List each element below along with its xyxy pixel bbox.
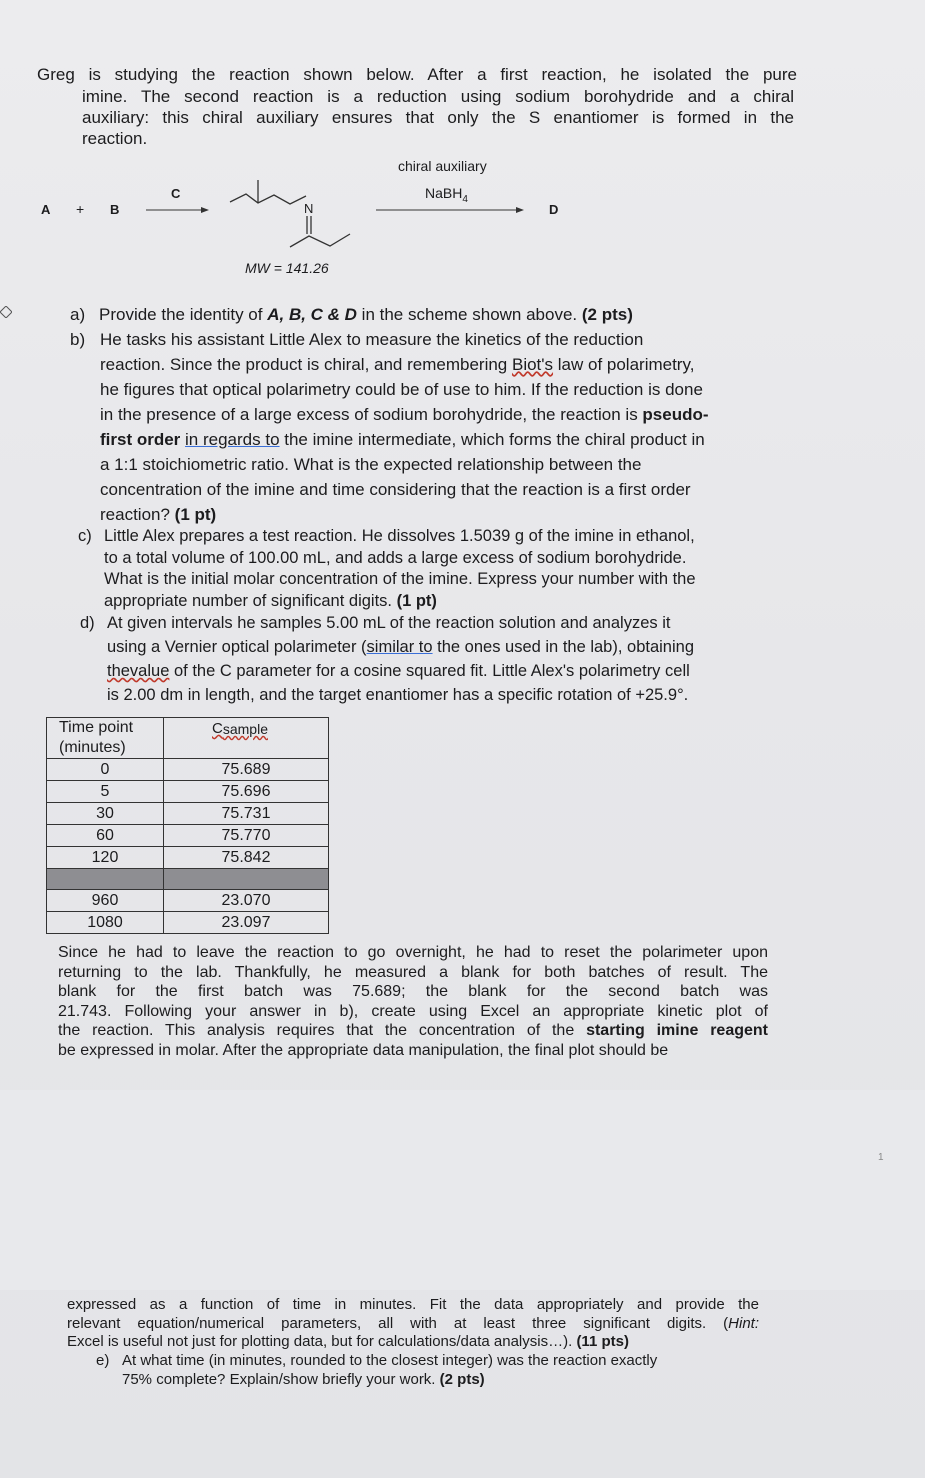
para2-line-3-pre: Excel is useful not just for plotting data, but for calculations/data analysis…). — [67, 1333, 577, 1350]
table-row — [47, 803, 329, 825]
time-cell: 5 — [47, 781, 164, 803]
q-d-line-3 — [107, 659, 787, 683]
table-row — [47, 759, 329, 781]
q-b-line-7: concentration of the imine and time considering that the reaction is a first order — [100, 480, 691, 499]
question-b — [70, 327, 790, 527]
product-d: D — [549, 202, 559, 217]
q-d-similar-to: similar to — [366, 638, 433, 656]
c-cell: 75.696 — [164, 781, 329, 803]
header-c-sample — [164, 718, 329, 759]
para-line-4: 21.743. Following your answer in b), create using Excel an appropriate kinetic plot of — [58, 1002, 768, 1020]
q-d-line-1: At given intervals he samples 5.00 mL of the reaction solution and analyzes it — [107, 614, 671, 632]
intro-line-2: imine. The second reaction is a reduction using sodium borohydride and a chiral — [82, 87, 794, 106]
chiral-auxiliary-label: chiral auxiliary — [398, 158, 487, 174]
time-cell: 960 — [47, 890, 164, 912]
question-b-text — [100, 327, 780, 527]
time-cell: 60 — [47, 825, 164, 847]
q-b-in-regards: in regards to — [185, 430, 280, 449]
nitrogen-label: N — [304, 201, 314, 216]
para2-line-3 — [67, 1333, 759, 1352]
q-b-line-4 — [100, 402, 780, 427]
para-line-5-pre: the reaction. This analysis requires that the concentration of the — [58, 1022, 587, 1040]
imine-chain — [230, 194, 306, 204]
batch-separator-row — [47, 869, 329, 890]
question-b-letter: b) — [70, 330, 86, 349]
margin-diamond-icon — [0, 306, 12, 318]
q-b-line-8 — [100, 502, 780, 527]
header-time-line-1: Time point — [59, 719, 134, 736]
separator-cell — [47, 869, 164, 890]
question-e-letter: e) — [96, 1352, 110, 1369]
plus-sign: + — [76, 201, 85, 217]
q-b-line-2-pre: reaction. Since the product is chiral, and remembering — [100, 355, 512, 374]
q-b-line-2 — [100, 352, 780, 377]
instructions-continued — [67, 1296, 759, 1352]
question-d-text — [107, 611, 787, 707]
table-row — [47, 781, 329, 803]
reagent-b: B — [110, 202, 120, 217]
time-cell: 1080 — [47, 912, 164, 934]
q-d-line-3-end: of the C parameter for a cosine squared fit. Little Alex's polarimetry cell — [169, 662, 690, 680]
para-line-1: Since he had to leave the reaction to go overnight, he had to reset the polarimeter upon — [58, 944, 768, 961]
intro-line-1: Greg is studying the reaction shown below. After a first reaction, he isolated the pure — [37, 65, 797, 84]
intro-line-4: reaction. — [82, 129, 148, 148]
q-c-points: (1 pt) — [396, 591, 437, 610]
table-row — [47, 825, 329, 847]
q-c-line-4 — [104, 591, 784, 613]
q-c-line-1: Little Alex prepares a test reaction. He dissolves 1.5039 g of the imine in ethanol, — [104, 527, 695, 545]
question-c-letter: c) — [78, 527, 92, 545]
header-c-subscript: sample — [222, 721, 268, 737]
time-cell: 120 — [47, 847, 164, 869]
q-b-line-4-pre: in the presence of a large excess of sodium borohydride, the reaction is — [100, 405, 643, 424]
para2-line-2 — [67, 1315, 759, 1334]
header-time-line-2: (minutes) — [59, 739, 126, 756]
reaction-scheme — [0, 150, 925, 290]
q-b-line-1: He tasks his assistant Little Alex to measure the kinetics of the reduction — [100, 330, 644, 349]
question-a-letter: a) — [70, 305, 86, 324]
table-row — [47, 890, 329, 912]
question-d-letter: d) — [80, 614, 95, 632]
para-line-5 — [58, 1021, 768, 1041]
q-a-post: in the scheme shown above. — [356, 305, 582, 324]
nabh4-subscript: 4 — [462, 193, 468, 205]
c-cell: 23.070 — [164, 890, 329, 912]
para-line-2: returning to the lab. Thankfully, he measured a blank for both batches of result. The — [58, 963, 768, 981]
para-line-6: be expressed in molar. After the appropriate data manipulation, the final plot should be — [58, 1041, 669, 1059]
q-c-line-4-text: appropriate number of significant digits. — [104, 591, 397, 610]
time-cell: 0 — [47, 759, 164, 781]
reagent-a: A — [41, 202, 51, 217]
c-cell: 75.689 — [164, 759, 329, 781]
instructions-paragraph — [58, 943, 768, 1061]
blank-gap — [0, 1090, 925, 1290]
table-header-row — [47, 718, 329, 759]
q-b-line-5-end: the imine intermediate, which forms the chiral product in — [279, 430, 705, 449]
q-d-thevalue: thevalue — [107, 662, 170, 680]
time-cell: 30 — [47, 803, 164, 825]
arrow-1-head — [201, 207, 209, 213]
q-a-pre: Provide the identity of — [99, 305, 268, 324]
q-b-line-8-text: reaction? — [100, 505, 175, 524]
intro-line-3: auxiliary: this chiral auxiliary ensures that only the S enantiomer is formed in the — [82, 108, 794, 127]
nabh4-label — [425, 185, 468, 205]
c-cell: 75.731 — [164, 803, 329, 825]
question-c-text — [104, 526, 784, 612]
question-e-text — [122, 1351, 762, 1389]
c-cell: 23.097 — [164, 912, 329, 934]
q-d-line-4: is 2.00 dm in length, and the target enantiomer has a specific rotation of +25.9°. — [107, 686, 689, 704]
table-row — [47, 912, 329, 934]
q-a-items: A, B, C & D — [267, 305, 357, 324]
q-c-line-2: to a total volume of 100.00 mL, and adds a large excess of sodium borohydride. — [104, 548, 687, 567]
intro-continued — [82, 86, 794, 149]
para2-line-1: expressed as a function of time in minutes. Fit the data appropriately and provide the — [67, 1296, 759, 1313]
q-b-pseudo: pseudo- — [642, 405, 709, 424]
header-time — [47, 718, 164, 759]
q-d-line-2-end: the ones used in the lab), obtaining — [432, 638, 695, 656]
imine-isopropyl — [290, 234, 350, 247]
q-e-line-2-pre: 75% complete? Explain/show briefly your work. — [122, 1371, 440, 1388]
q-b-points: (1 pt) — [174, 505, 217, 524]
table-row — [47, 847, 329, 869]
q-d-line-2-pre: using a Vernier optical polarimeter ( — [107, 638, 367, 656]
para2-points: (11 pts) — [576, 1333, 629, 1350]
q-b-line-3: he figures that optical polarimetry could be of use to him. If the reduction is done — [100, 380, 703, 399]
para2-hint: Hint: — [728, 1314, 759, 1332]
q-e-line-1: At what time (in minutes, rounded to the closest integer) was the reaction exactly — [122, 1352, 658, 1369]
para2-line-2-pre: relevant equation/numerical parameters, all with at least three significant digits. ( — [67, 1314, 729, 1332]
para-starting-imine: starting imine reagent — [586, 1022, 769, 1040]
separator-cell — [164, 869, 329, 890]
q-b-first-order: first order — [100, 430, 181, 449]
nabh4-text: NaBH — [425, 185, 463, 201]
c-cell: 75.842 — [164, 847, 329, 869]
margin-mark: 1 — [878, 1152, 884, 1163]
q-a-points: (2 pts) — [581, 305, 633, 324]
polarimetry-data-table — [46, 717, 329, 934]
molecular-weight: MW = 141.26 — [245, 260, 329, 276]
q-c-line-3: What is the initial molar concentration of the imine. Express your number with the — [104, 570, 696, 588]
para-line-3: blank for the first batch was 75.689; the blank for the second batch was — [58, 983, 768, 1001]
q-b-line-5 — [100, 427, 780, 452]
arrow-2-head — [516, 207, 524, 213]
q-e-line-2 — [122, 1370, 762, 1389]
header-c-letter: C — [212, 720, 223, 737]
q-e-points: (2 pts) — [439, 1371, 485, 1388]
q-b-line-6: a 1:1 stoichiometric ratio. What is the expected relationship between the — [100, 455, 642, 474]
q-b-line-2-end: law of polarimetry, — [553, 355, 695, 374]
q-d-line-2 — [107, 635, 787, 659]
c-cell: 75.770 — [164, 825, 329, 847]
catalyst-c: C — [171, 186, 181, 201]
q-b-biot: Biot's — [511, 355, 554, 374]
question-a-text — [99, 302, 633, 327]
